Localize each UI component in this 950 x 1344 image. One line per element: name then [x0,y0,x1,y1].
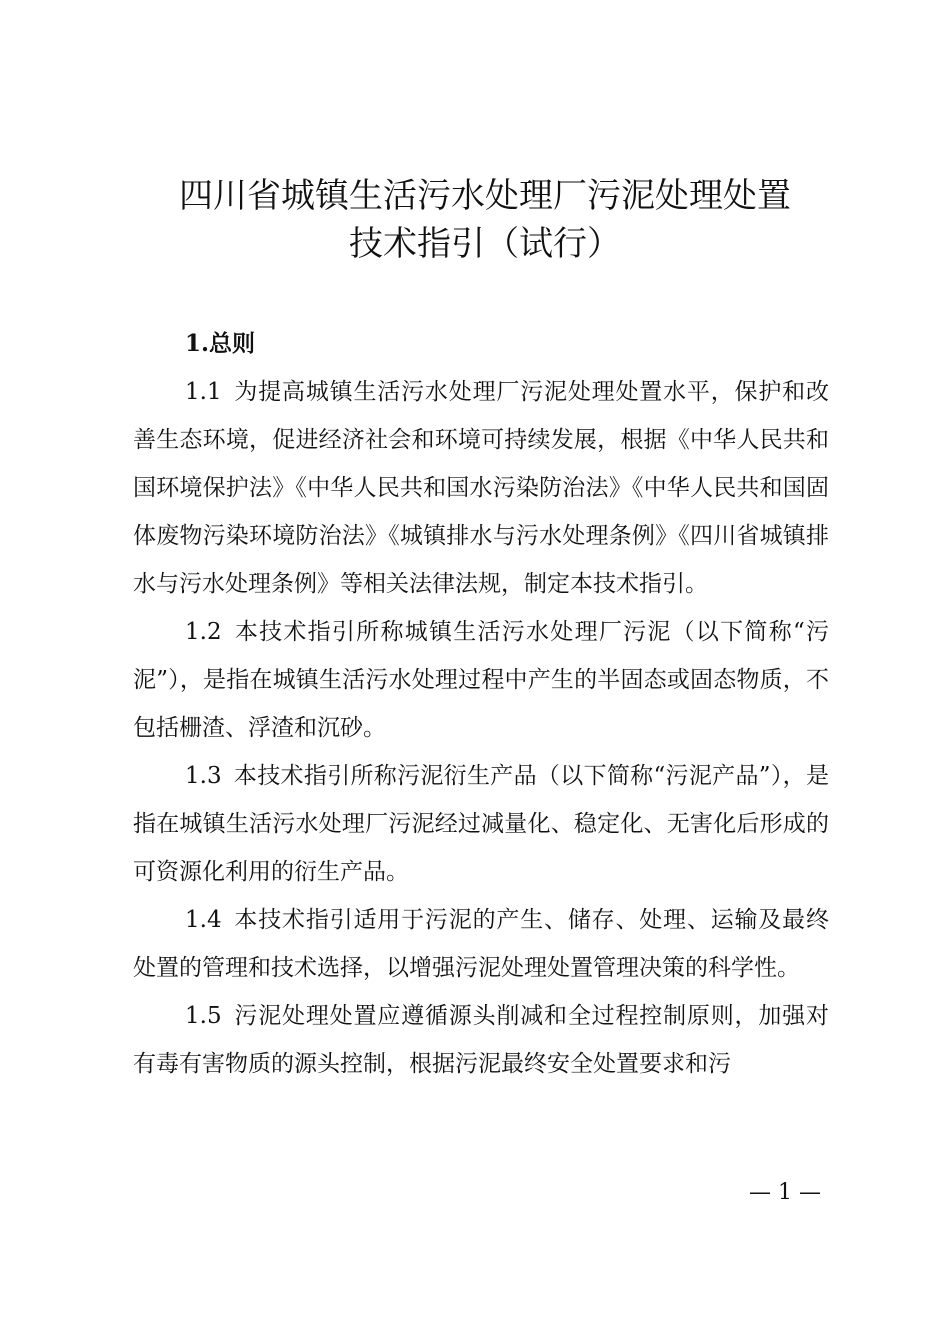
section-heading: 1.总则 [185,330,256,357]
paragraph-number: 1.1 [185,379,222,405]
paragraph-text: 本技术指引所称城镇生活污水处理厂污泥（以下简称“污泥”），是指在城镇生活污水处理过程中产生的半固态或固态物质，不包括栅渣、浮渣和沉砂。 [133,619,829,741]
paragraph-number: 1.2 [185,619,222,645]
page-number: — 1 — [749,1180,821,1205]
document-body [133,320,829,1088]
paragraph-1-1 [133,368,829,608]
paragraph-1-3 [133,752,829,896]
paragraph-1-4 [133,896,829,992]
paragraph-text: 本技术指引适用于污泥的产生、储存、处理、运输及最终处置的管理和技术选择，以增强污泥处理处置管理决策的科学性。 [133,907,829,981]
paragraph-number: 1.3 [185,763,222,789]
paragraph-number: 1.5 [185,1003,222,1029]
document-title-line-2: 技术指引（试行） [349,224,621,264]
paragraph-1-5 [133,992,829,1088]
paragraph-number: 1.4 [185,907,222,933]
paragraph-1-2 [133,608,829,752]
paragraph-text: 本技术指引所称污泥衍生产品（以下简称“污泥产品”），是指在城镇生活污水处理厂污泥经过减量化、稳定化、无害化后形成的可资源化利用的衍生产品。 [133,763,829,885]
document-title-line-1: 四川省城镇生活污水处理厂污泥处理处置 [179,176,791,216]
paragraph-text: 为提高城镇生活污水处理厂污泥处理处置水平，保护和改善生态环境，促进经济社会和环境可持续发展，根据《中华人民共和国环境保护法》《中华人民共和国水污染防治法》《中华人民共和国固体废物污染环境防治法》《城镇排水与污水处理条例》《四川省城镇排水与污水处理条例》等相关法律法规，制定本技术指引。 [133,379,829,597]
paragraph-text: 污泥处理处置应遵循源头削减和全过程控制原则，加强对有毒有害物质的源头控制，根据污泥最终安全处置要求和污 [133,1003,829,1077]
